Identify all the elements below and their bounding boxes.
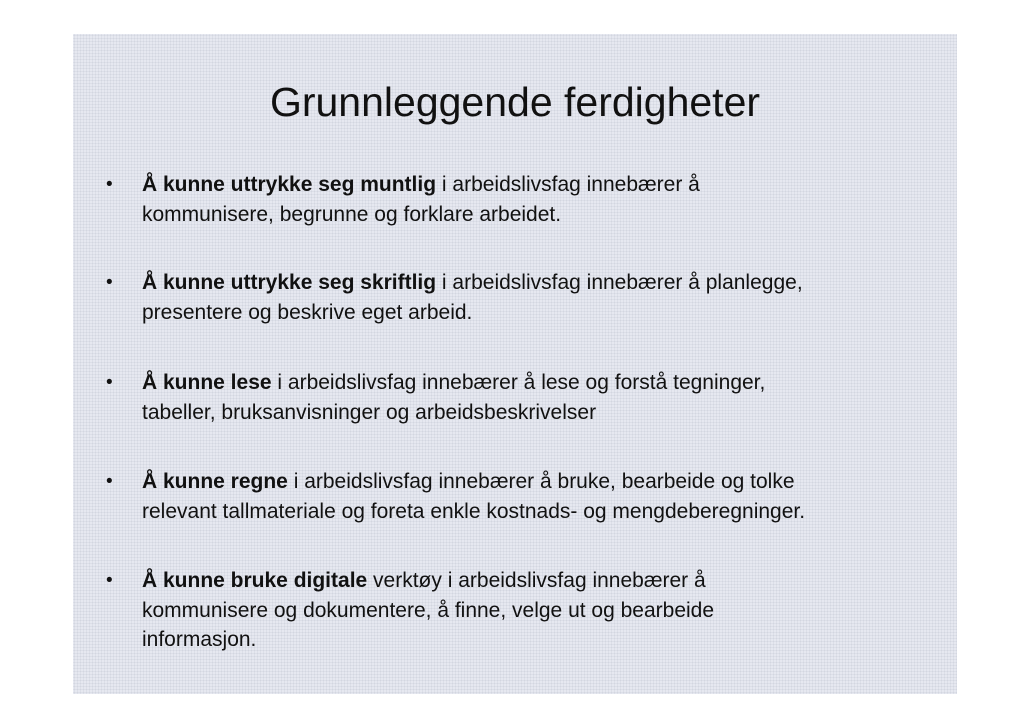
bullet-body: verktøy i arbeidslivsfag innebærer å <box>367 569 706 592</box>
bullet-body: i arbeidslivsfag innebærer å bruke, bearbeide og tolke <box>287 470 795 493</box>
bullet-dot-icon: • <box>106 272 113 293</box>
slide-title: Grunnleggende ferdigheter <box>269 79 761 125</box>
bullet-body-continued: relevant tallmateriale og foreta enkle kostnads- og mengdeberegninger. <box>142 499 806 523</box>
bullet-dot-icon: • <box>106 471 113 492</box>
bullet-dot-icon: • <box>106 372 113 393</box>
bullet-body-continued: kommunisere, begrunne og forklare arbeidet. <box>142 202 562 226</box>
bullet-body: i arbeidslivsfag innebærer å planlegge, <box>436 271 803 294</box>
bullet-text <box>142 566 932 655</box>
bullet-body-continued: tabeller, bruksanvisninger og arbeidsbeskrivelser <box>142 400 597 424</box>
bullet-text <box>142 368 932 427</box>
bullet-heading: Å kunne regne <box>142 470 288 493</box>
bullet-dot-icon: • <box>106 570 113 591</box>
bullet-body-continued: kommunisere og dokumentere, å finne, velge ut og bearbeide <box>142 598 715 622</box>
bullet-heading: Å kunne lese <box>142 371 272 394</box>
bullet-text <box>142 467 932 526</box>
bullet-body: i arbeidslivsfag innebærer å lese og forstå tegninger, <box>271 371 766 394</box>
bullet-body-continued: presentere og beskrive eget arbeid. <box>142 300 473 324</box>
bullet-heading: Å kunne uttrykke seg muntlig <box>142 173 437 196</box>
bullet-heading: Å kunne uttrykke seg skriftlig <box>142 271 437 294</box>
bullet-heading: Å kunne bruke digitale <box>142 569 368 592</box>
bullet-dot-icon: • <box>106 174 113 195</box>
bullet-text <box>142 268 932 327</box>
bullet-body-continued: informasjon. <box>142 628 257 651</box>
bullet-text <box>142 170 932 229</box>
bullet-body: i arbeidslivsfag innebærer å <box>436 173 700 196</box>
